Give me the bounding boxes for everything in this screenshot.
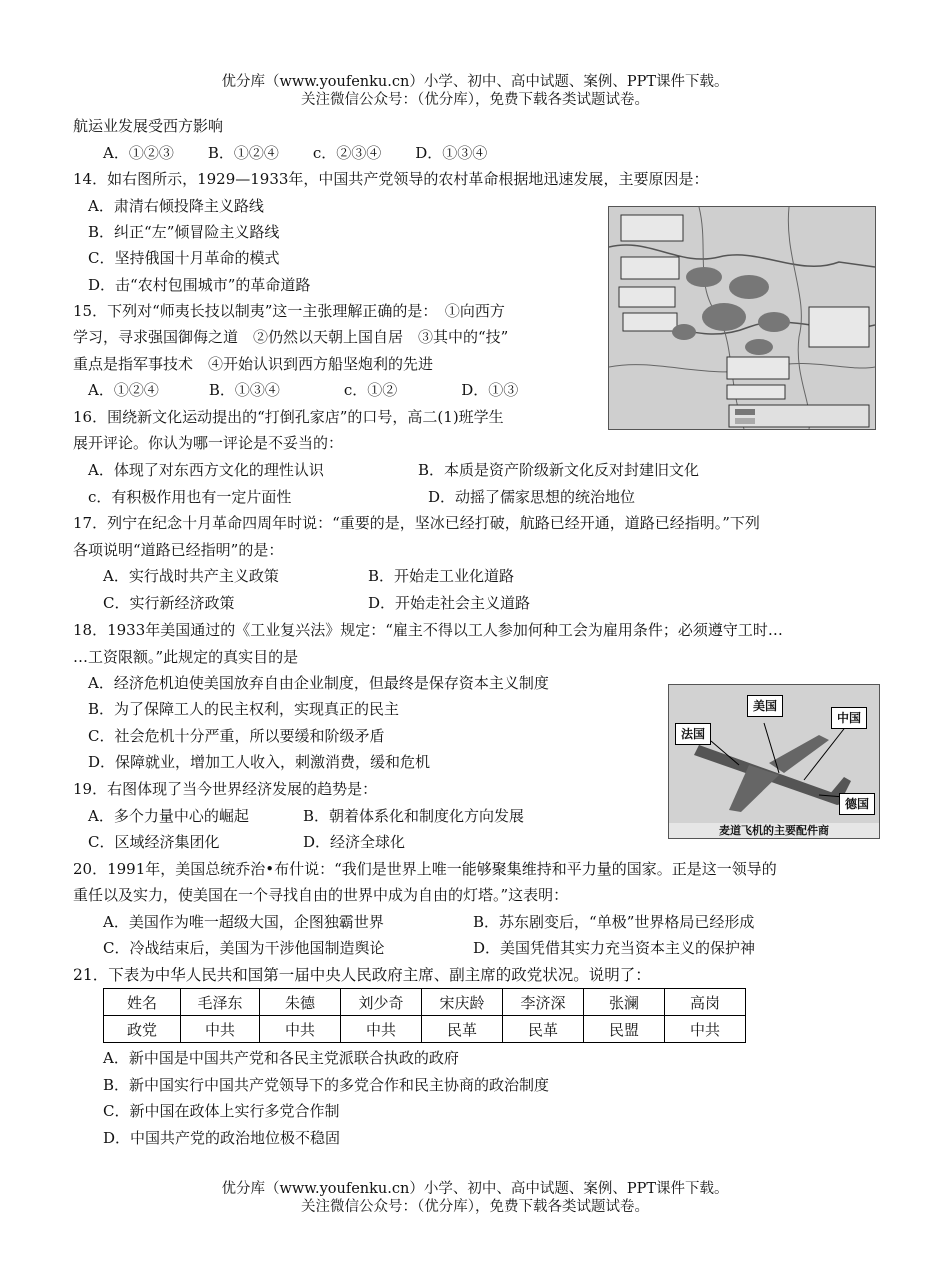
table-cell: 中共 [665,1016,746,1043]
q19-stem: 19．右图体现了当今世界经济发展的趋势是： [73,780,378,798]
q13-option-c: c．②③④ [312,144,382,162]
q18-stem-2: …工资限额。”此规定的真实目的是 [73,648,299,666]
map-illustration [609,207,875,429]
q21-option-b: B．新中国实行中国共产党领导下的多党合作和民主协商的政治制度 [103,1076,550,1094]
table-cell: 中共 [181,1016,260,1043]
q15-option-b: B．①③④ [208,381,280,399]
q15-options [88,380,518,400]
q14-option-b: B．纠正“左”倾冒险主义路线 [88,223,280,241]
q16-option-a: A．体现了对东西方文化的理性认识 [88,461,324,479]
airplane-caption: 麦道飞机的主要配件商 [719,824,829,837]
q13-option-a: A．①②③ [103,144,174,162]
q19-option-d: D．经济全球化 [303,833,406,851]
label-china: 中国 [831,707,867,729]
q19-option-a: A．多个力量中心的崛起 [88,807,249,825]
q16-option-b: B．本质是资产阶级新文化反对封建旧文化 [418,461,700,479]
table-cell: 民革 [422,1016,503,1043]
q17-stem-1: 17．列宁在纪念十月革命四周年时说：“重要的是，坚冰已经打破，航路已经开通，道路已经指明。”下列 [73,514,760,532]
leaders-party-table [103,988,746,1043]
soviet-base-map-figure [608,206,876,430]
q17-option-c: C．实行新经济政策 [103,594,235,612]
table-row-names [104,989,746,1016]
table-cell: 中共 [341,1016,422,1043]
q21-stem: 21．下表为中华人民共和国第一届中央人民政府主席、副主席的政党状况。说明了： [73,966,651,984]
table-cell: 民盟 [584,1016,665,1043]
q18-stem-1: 18．1933年美国通过的《工业复兴法》规定：“雇主不得以工人参加何种工会为雇用条件；必须遵守工时… [73,621,783,639]
header-line-2: 关注微信公众号：（优分库），免费下载各类试题试卷。 [301,92,649,108]
q16-stem-2: 展开评论。你认为哪一评论是不妥当的： [73,434,344,452]
table-cell: 毛泽东 [181,989,260,1016]
q20-option-d: D．美国凭借其实力充当资本主义的保护神 [473,939,756,957]
q21-option-a: A．新中国是中国共产党和各民主党派联合执政的政府 [103,1049,459,1067]
q16-option-d: D．动摇了儒家思想的统治地位 [428,488,636,506]
q20-stem-1: 20．1991年，美国总统乔治•布什说：“我们是世界上唯一能够聚集维持和平力量的国家。正是这一领导的 [73,860,777,878]
q13-continuation: 航运业发展受西方影响 [73,117,224,135]
q18-option-b: B．为了保障工人的民主权利，实现真正的民主 [88,700,400,718]
q20-stem-2: 重任以及实力，使美国在一个寻找自由的世界中成为自由的灯塔。”这表明： [73,886,569,904]
table-cell: 刘少奇 [341,989,422,1016]
label-france: 法国 [675,723,711,745]
airplane-suppliers-figure [668,684,880,839]
table-cell: 中共 [260,1016,341,1043]
q14-stem: 14．如右图所示，1929—1933年，中国共产党领导的农村革命根据地迅速发展，主要原因是： [73,170,709,188]
q18-option-d: D．保障就业，增加工人收入，刺激消费，缓和危机 [88,753,431,771]
table-cell: 政党 [104,1016,181,1043]
q21-option-d: D．中国共产党的政治地位极不稳固 [103,1129,341,1147]
q17-option-b: B．开始走工业化道路 [368,567,515,585]
q13-options [103,143,487,163]
q18-option-a: A．经济危机迫使美国放弃自由企业制度，但最终是保存资本主义制度 [88,674,549,692]
q15-stem-1: 15．下列对“师夷长技以制夷”这一主张理解正确的是： ①向西方 [73,302,505,320]
q20-option-c: C．冷战结束后，美国为干涉他国制造舆论 [103,939,385,957]
table-cell: 宋庆龄 [422,989,503,1016]
q14-option-c: C．坚持俄国十月革命的模式 [88,249,280,267]
label-germany: 德国 [839,793,875,815]
q20-option-a: A．美国作为唯一超级大国，企图独霸世界 [103,913,384,931]
q13-option-d: D．①③④ [415,144,488,162]
q21-option-c: C．新中国在政体上实行多党合作制 [103,1102,340,1120]
q16-option-c: c．有积极作用也有一定片面性 [88,488,292,506]
q15-option-a: A．①②④ [88,381,159,399]
table-cell: 姓名 [104,989,181,1016]
q13-option-b: B．①②④ [207,144,279,162]
table-cell: 高岗 [665,989,746,1016]
q14-option-a: A．肃清右倾投降主义路线 [88,197,264,215]
q15-stem-3: 重点是指军事技术 ④开始认识到西方船坚炮利的先进 [73,355,434,373]
table-cell: 李济深 [503,989,584,1016]
q20-option-b: B．苏东剧变后，“单极”世界格局已经形成 [473,913,755,931]
q16-stem-1: 16．围绕新文化运动提出的“打倒孔家店”的口号，高二(1)班学生 [73,408,504,426]
q15-option-c: c．①② [343,381,398,399]
label-usa: 美国 [747,695,783,717]
q14-option-d: D．击“农村包围城市”的革命道路 [88,276,311,294]
header-line-1: 优分库（www.youfenku.cn）小学、初中、高中试题、案例、PPT课件下载。 [221,74,729,90]
footer-line-2: 关注微信公众号：（优分库），免费下载各类试题试卷。 [301,1199,649,1215]
q15-stem-2: 学习，寻求强国御侮之道 ②仍然以天朝上国自居 ③其中的“技” [73,328,509,346]
table-row-parties [104,1016,746,1043]
q17-stem-2: 各项说明“道路已经指明”的是： [73,541,284,559]
q17-option-a: A．实行战时共产主义政策 [103,567,279,585]
table-cell: 朱德 [260,989,341,1016]
q15-option-d: D．①③ [461,381,519,399]
footer-line-1: 优分库（www.youfenku.cn）小学、初中、高中试题、案例、PPT课件下载。 [221,1181,729,1197]
q19-option-b: B．朝着体系化和制度化方向发展 [303,807,525,825]
q17-option-d: D．开始走社会主义道路 [368,594,531,612]
q19-option-c: C．区域经济集团化 [88,833,220,851]
table-cell: 民革 [503,1016,584,1043]
q18-option-c: C．社会危机十分严重，所以要缓和阶级矛盾 [88,727,385,745]
table-cell: 张澜 [584,989,665,1016]
